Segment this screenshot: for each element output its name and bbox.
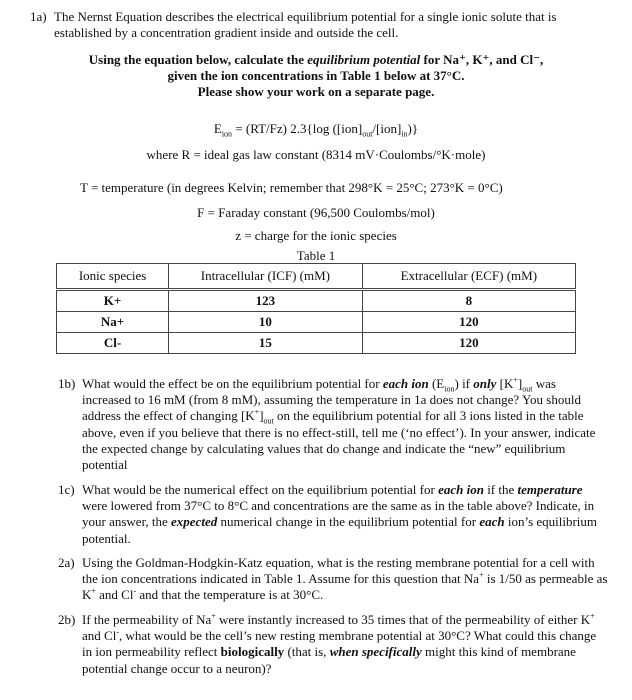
cell-icf: 123	[169, 290, 363, 312]
question-text: Using the Goldman-Hodgkin-Katz equation, what is the resting membrane potential for a cell with the ion concentrations indicated in Table 1. Assume for this question that Na+ is 1/50 as permeable as K+ and Cl- and that the temperature is at 30°C.	[82, 555, 608, 603]
header-intracellular: Intracellular (ICF) (mM)	[169, 264, 363, 290]
cell-species: Na+	[57, 312, 169, 333]
question-1b	[58, 376, 608, 473]
question-text: What would be the numerical effect on the equilibrium potential for each ion if the temperature were lowered from 37°C to 8°C and concentrations are the same as in the table above? Indicate, in your answer, the expected numerical change in the equilibrium potential for each ion’s equilibrium potential.	[82, 482, 598, 546]
question-text: If the permeability of Na+ were instantly increased to 35 times that of the permeability of either K+ and Cl-, what would be the cell’s new resting membrane potential at 30°C? What could this change in ion permeability reflect biologically (that is, when specifically might this kind of membrane potential change occur to a neuron)?	[82, 611, 597, 676]
question-text: The Nernst Equation describes the electrical equilibrium potential for a single ionic solute that is established by a concentration gradient inside and outside the cell.	[54, 9, 557, 41]
question-label: 1b)	[58, 376, 76, 391]
question-label: 2b)	[58, 612, 76, 627]
instruction-line-3: Please show your work on a separate page.	[197, 84, 435, 100]
cell-icf: 15	[169, 333, 363, 354]
question-label: 1a)	[30, 9, 47, 24]
cell-species: K+	[57, 290, 169, 312]
header-ionic-species: Ionic species	[57, 264, 169, 290]
cell-ecf: 120	[362, 312, 575, 333]
cell-icf: 10	[169, 312, 363, 333]
table-row	[57, 312, 576, 333]
question-1a	[30, 9, 602, 41]
question-label: 2a)	[58, 555, 75, 570]
definition-f: F = Faraday constant (96,500 Coulombs/mol)	[197, 205, 435, 220]
ion-table	[56, 263, 576, 354]
question-1c	[58, 482, 608, 547]
definition-t: T = temperature (in degrees Kelvin; remember that 298°K = 25°C; 273°K = 0°C)	[80, 180, 503, 195]
definition-z: z = charge for the ionic species	[235, 228, 397, 243]
question-text: What would the effect be on the equilibrium potential for each ion $(E_{ion})$ if only $[K^+]_{out}$ was increased to 16 mM (from 8 mM), assuming the temperature in 1a does not change? You should address the effect of changing $[K^+]_{out}$ on the equilibrium potential for all 3 ions listed in the table above, even if you believe that there is no effect-still, tell me (‘no effect’). In your answer, indicate the expected change by calculating values that do change and indicate the “new” equilibrium potential	[82, 375, 596, 473]
question-2b	[58, 612, 608, 677]
table-row	[57, 290, 576, 312]
table-row	[57, 333, 576, 354]
instruction-line-2: given the ion concentrations in Table 1 below at 37°C.	[167, 68, 465, 84]
definition-r: where R = ideal gas law constant (8314 mV·Coulombs/°K·mole)	[146, 147, 486, 162]
instruction-block	[56, 52, 576, 101]
instruction-line-1: Using the equation below, calculate the equilibrium potential for Na⁺, K⁺, and Cl⁻,	[88, 52, 544, 67]
nernst-equation: $E_{ion} = (RT/Fz)$ 2.3{log $([ion]_{out}/[ion]_{in})$}	[213, 121, 419, 139]
table-caption: Table 1	[296, 248, 336, 263]
question-2a	[58, 555, 608, 604]
cell-ecf: 8	[362, 290, 575, 312]
table-header-row	[57, 264, 576, 290]
header-extracellular: Extracellular (ECF) (mM)	[362, 264, 575, 290]
cell-ecf: 120	[362, 333, 575, 354]
question-label: 1c)	[58, 482, 75, 497]
cell-species: Cl-	[57, 333, 169, 354]
